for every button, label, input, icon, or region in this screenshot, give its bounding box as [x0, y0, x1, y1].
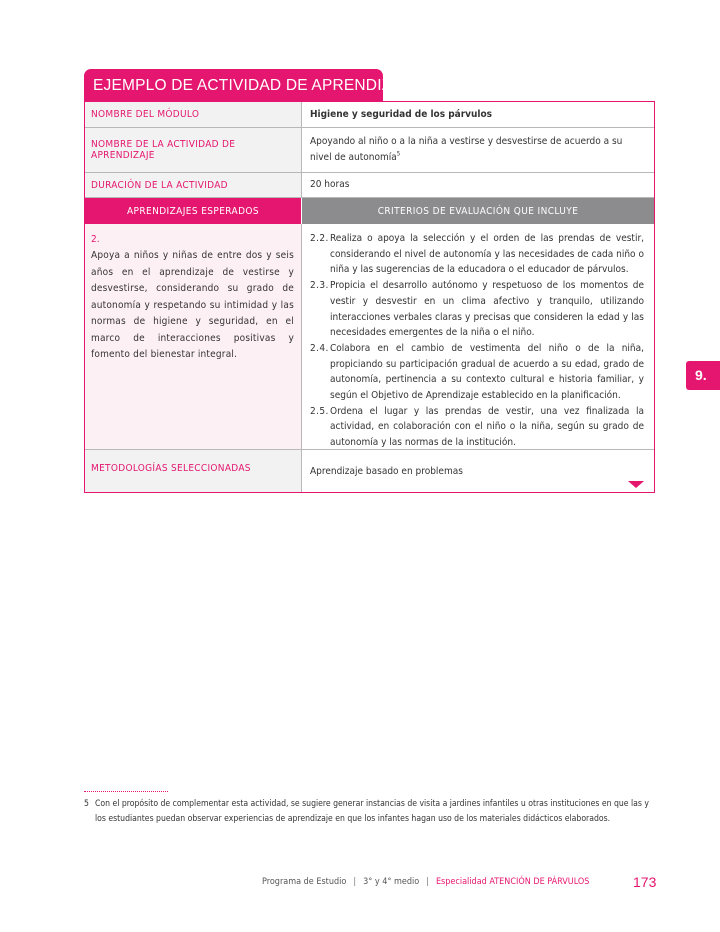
footnote-divider	[84, 791, 168, 792]
module-row	[85, 102, 654, 128]
activity-name-text: Apoyando al niño o a la niña a vestirse y desvestirse de acuerdo a su nivel de autonomía	[310, 136, 623, 163]
expected-learning-header: APRENDIZAJES ESPERADOS	[85, 198, 302, 224]
triangle-down-icon	[628, 481, 644, 488]
criterion-text: Propicia el desarrollo autónomo y respetuoso de los momentos de vestir y desvestir en un clima afectivo y tranquilo, utilizando interacciones verbales claras y precisas que consideren la edad y las necesidades emergentes de la niña o el niño.	[330, 280, 644, 339]
footnote-number: 5	[84, 799, 89, 809]
footer-specialty: Especialidad ATENCIÓN DE PÁRVULOS	[435, 877, 590, 887]
expected-learning-cell	[85, 224, 302, 449]
methodology-row	[85, 450, 654, 492]
criterion-number: 2.3.	[310, 280, 329, 292]
activity-name-label: NOMBRE DE LA ACTIVIDAD DE APRENDIZAJE	[85, 128, 302, 172]
module-label: NOMBRE DEL MÓDULO	[85, 102, 302, 127]
page-footer	[262, 877, 589, 887]
evaluation-criteria-header: CRITERIOS DE EVALUACIÓN QUE INCLUYE	[302, 198, 654, 224]
learning-description: Apoya a niños y niñas de entre dos y seis años en el aprendizaje de vestirse y desvestirse, considerando su grado de autonomía y respetando su intimidad y las normas de higiene y seguridad, en el marco de interacciones positivas y fomento del bienestar integral.	[91, 250, 294, 360]
activity-name-row	[85, 128, 654, 173]
criterion-number: 2.5.	[310, 405, 329, 417]
duration-row	[85, 173, 654, 198]
chapter-tab: 9.	[686, 361, 720, 390]
section-headers-row	[85, 198, 654, 224]
methodology-label: METODOLOGÍAS SELECCIONADAS	[85, 450, 302, 492]
learning-content-row	[85, 224, 654, 450]
learning-number: 2.	[91, 234, 100, 245]
methodology-text: Aprendizaje basado en problemas	[310, 466, 463, 477]
activity-title-tab: EJEMPLO DE ACTIVIDAD DE APRENDIZAJE	[84, 69, 383, 102]
criterion-item	[310, 404, 644, 451]
duration-value: 20 horas	[310, 179, 350, 190]
activity-name-value	[302, 128, 654, 172]
duration-label: DURACIÓN DE LA ACTIVIDAD	[85, 173, 302, 197]
criterion-text: Realiza o apoya la selección y el orden de las prendas de vestir, considerando el nivel de autonomía y las necesidades de cada niño o niña y las sugerencias de la educadora o el educador de párvulos.	[330, 233, 644, 276]
footnote	[84, 797, 660, 827]
criterion-item	[310, 278, 644, 341]
footer-separator: |	[426, 877, 429, 887]
footnote-text: Con el propósito de complementar esta actividad, se sugiere generar instancias de visita a jardines infantiles u otras instituciones en que las y los estudiantes puedan observar experiencias de aprendizaje en que los infantes hagan uso de los materiales didácticos elaborados.	[95, 799, 649, 824]
activity-table	[84, 101, 655, 493]
criteria-cell	[302, 224, 654, 449]
footer-separator: |	[353, 877, 357, 887]
criterion-text: Colabora en el cambio de vestimenta del niño o de la niña, propiciando su participación gradual de acuerdo a su edad, grado de autonomía, pertinencia a su contexto cultural e historia familiar, y según el Objetivo de Aprendizaje establecido en la planificación.	[330, 342, 644, 402]
criterion-number: 2.2.	[310, 233, 329, 244]
footer-level: 3° y 4° medio	[363, 877, 420, 887]
module-value: Higiene y seguridad de los párvulos	[310, 108, 493, 120]
footnote-ref[interactable]: 5	[396, 150, 401, 158]
criterion-item	[310, 341, 644, 404]
criterion-number: 2.4.	[310, 342, 329, 354]
page-number: 173	[633, 874, 657, 890]
criterion-text: Ordena el lugar y las prendas de vestir, una vez finalizada la actividad, en colaboración con el niño o la niña, según su grado de autonomía y las normas de la institución.	[330, 405, 644, 449]
methodology-value	[302, 450, 654, 492]
criterion-item	[310, 231, 644, 278]
footer-program: Programa de Estudio	[262, 877, 347, 887]
